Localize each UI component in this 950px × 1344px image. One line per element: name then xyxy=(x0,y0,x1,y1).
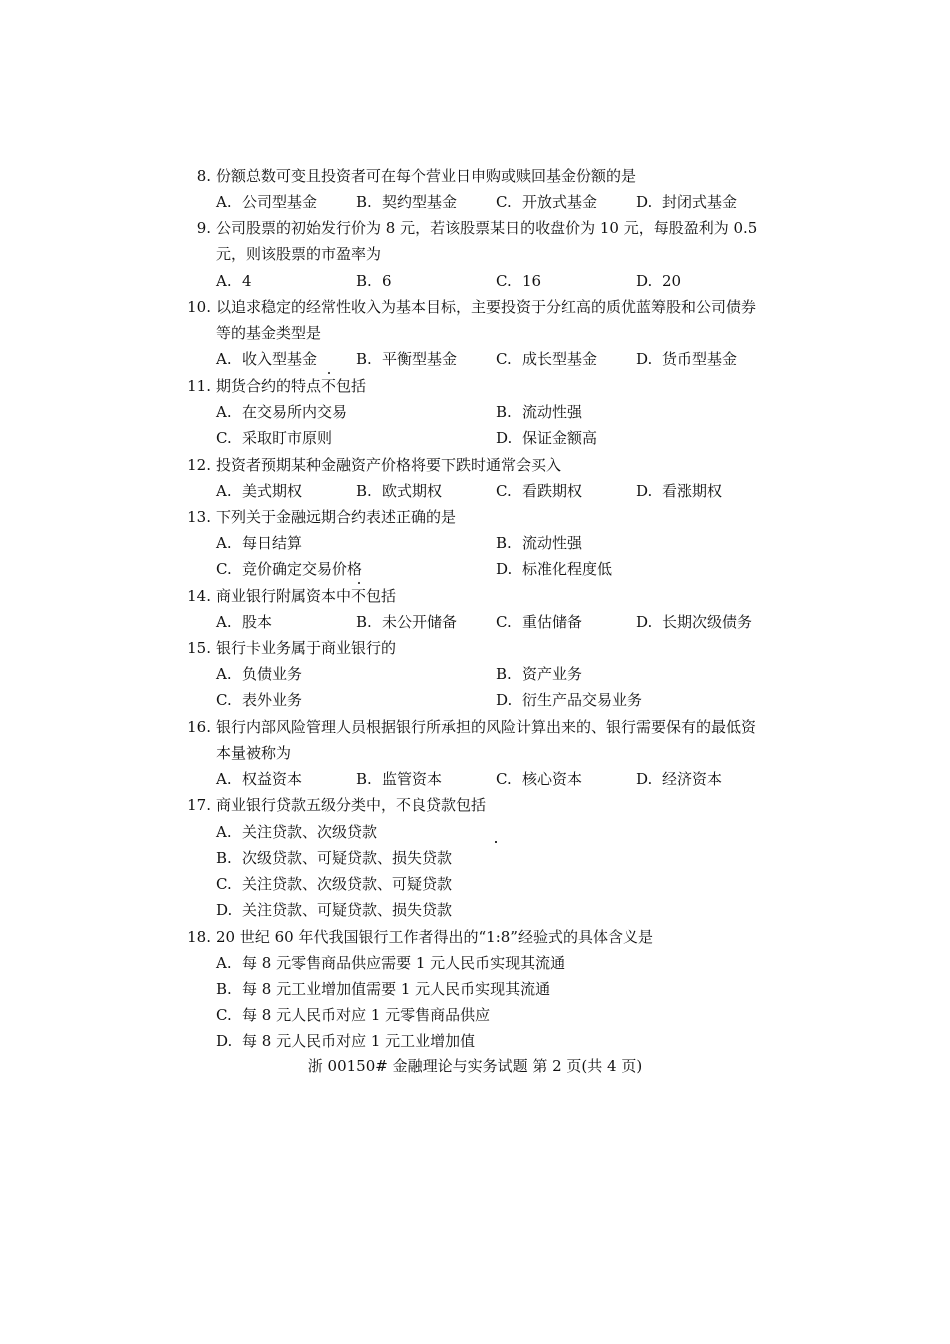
option-b: B. 流动性强 xyxy=(496,534,583,552)
option-c: C. 采取盯市原则 xyxy=(216,429,333,447)
option-a: A. 负债业务 xyxy=(216,665,303,683)
question-number: 14. xyxy=(187,587,211,605)
question-stem: 投资者预期某种金融资产价格将要下跌时通常会买入 xyxy=(216,456,562,474)
emphasis-mark: 不 xyxy=(321,377,337,395)
option-c: C. 开放式基金 xyxy=(496,193,598,211)
option-b: B. 资产业务 xyxy=(496,665,583,683)
question-stem: 商业银行贷款五级分类中，不良贷款包括 xyxy=(216,796,487,814)
option-c: C. 每 8 元人民币对应 1 元零售商品供应 xyxy=(216,1006,491,1024)
question-number: 9. xyxy=(196,219,211,237)
option-a: A. 4 xyxy=(216,272,252,290)
question-number: 17. xyxy=(187,796,211,814)
option-b: B. 次级贷款、可疑贷款、损失贷款 xyxy=(216,849,453,867)
option-d: D. 看涨期权 xyxy=(636,482,723,500)
option-a: A. 每 8 元零售商品供应需要 1 元人民币实现其流通 xyxy=(216,954,566,972)
option-d: D. 经济资本 xyxy=(636,770,723,788)
option-a: A. 美式期权 xyxy=(216,482,303,500)
question-number: 18. xyxy=(187,928,211,946)
option-a: A. 权益资本 xyxy=(216,770,303,788)
option-c: C. 表外业务 xyxy=(216,691,303,709)
question-number: 12. xyxy=(187,456,211,474)
option-c: C. 重估储备 xyxy=(496,613,583,631)
option-b: B. 平衡型基金 xyxy=(356,350,458,368)
option-c: C. 16 xyxy=(496,272,542,290)
option-a: A. 每日结算 xyxy=(216,534,303,552)
option-d: D. 20 xyxy=(636,272,682,290)
question-stem: 公司股票的初始发行价为 8 元，若该股票某日的收盘价为 10 元，每股盈利为 0.5 xyxy=(216,219,758,237)
question-number: 16. xyxy=(187,718,211,736)
option-b: B. 流动性强 xyxy=(496,403,583,421)
question-number: 13. xyxy=(187,508,211,526)
option-c: C. 关注贷款、次级贷款、可疑贷款 xyxy=(216,875,453,893)
question-number: 8. xyxy=(196,167,211,185)
option-d: D. 保证金额高 xyxy=(496,429,598,447)
scan-speck xyxy=(495,841,497,843)
question-stem: 期货合约的特点不包括 xyxy=(216,377,367,395)
option-a: A. 公司型基金 xyxy=(216,193,318,211)
question-stem: 银行内部风险管理人员根据银行所承担的风险计算出来的、银行需要保有的最低资 xyxy=(216,718,757,736)
question-stem-cont: 等的基金类型是 xyxy=(216,324,322,342)
question-number: 15. xyxy=(187,639,211,657)
option-c: C. 核心资本 xyxy=(496,770,583,788)
option-d: D. 关注贷款、可疑贷款、损失贷款 xyxy=(216,901,453,919)
option-d: D. 封闭式基金 xyxy=(636,193,738,211)
option-b: B. 未公开储备 xyxy=(356,613,458,631)
option-d: D. 货币型基金 xyxy=(636,350,738,368)
option-c: C. 成长型基金 xyxy=(496,350,598,368)
option-c: C. 竞价确定交易价格 xyxy=(216,560,363,578)
question-stem-cont: 本量被称为 xyxy=(216,744,292,762)
question-number: 10. xyxy=(187,298,211,316)
option-a: A. 股本 xyxy=(216,613,273,631)
question-stem: 商业银行附属资本中不包括 xyxy=(216,587,397,605)
emphasis-mark: 不 xyxy=(351,587,367,605)
question-stem: 下列关于金融远期合约表述正确的是 xyxy=(216,508,457,526)
question-stem-cont: 元，则该股票的市盈率为 xyxy=(216,245,382,263)
option-c: C. 看跌期权 xyxy=(496,482,583,500)
question-stem: 以追求稳定的经常性收入为基本目标，主要投资于分红高的质优蓝筹股和公司债券 xyxy=(216,298,757,316)
option-b: B. 监管资本 xyxy=(356,770,443,788)
option-b: B. 欧式期权 xyxy=(356,482,443,500)
question-stem: 份额总数可变且投资者可在每个营业日申购或赎回基金份额的是 xyxy=(216,167,637,185)
page-footer: 浙 00150# 金融理论与实务试题 第 2 页(共 4 页) xyxy=(307,1057,643,1075)
option-b: B. 契约型基金 xyxy=(356,193,458,211)
option-b: B. 每 8 元工业增加值需要 1 元人民币实现其流通 xyxy=(216,980,551,998)
question-stem: 银行卡业务属于商业银行的 xyxy=(216,639,397,657)
question-stem: 20 世纪 60 年代我国银行工作者得出的“1:8”经验式的具体含义是 xyxy=(216,928,653,946)
option-d: D. 长期次级债务 xyxy=(636,613,753,631)
option-a: A. 收入型基金 xyxy=(216,350,318,368)
option-b: B. 6 xyxy=(356,272,392,290)
option-a: A. 关注贷款、次级贷款 xyxy=(216,823,378,841)
option-d: D. 每 8 元人民币对应 1 元工业增加值 xyxy=(216,1032,476,1050)
question-number: 11. xyxy=(187,377,211,395)
option-a: A. 在交易所内交易 xyxy=(216,403,348,421)
option-d: D. 衍生产品交易业务 xyxy=(496,691,643,709)
option-d: D. 标准化程度低 xyxy=(496,560,613,578)
